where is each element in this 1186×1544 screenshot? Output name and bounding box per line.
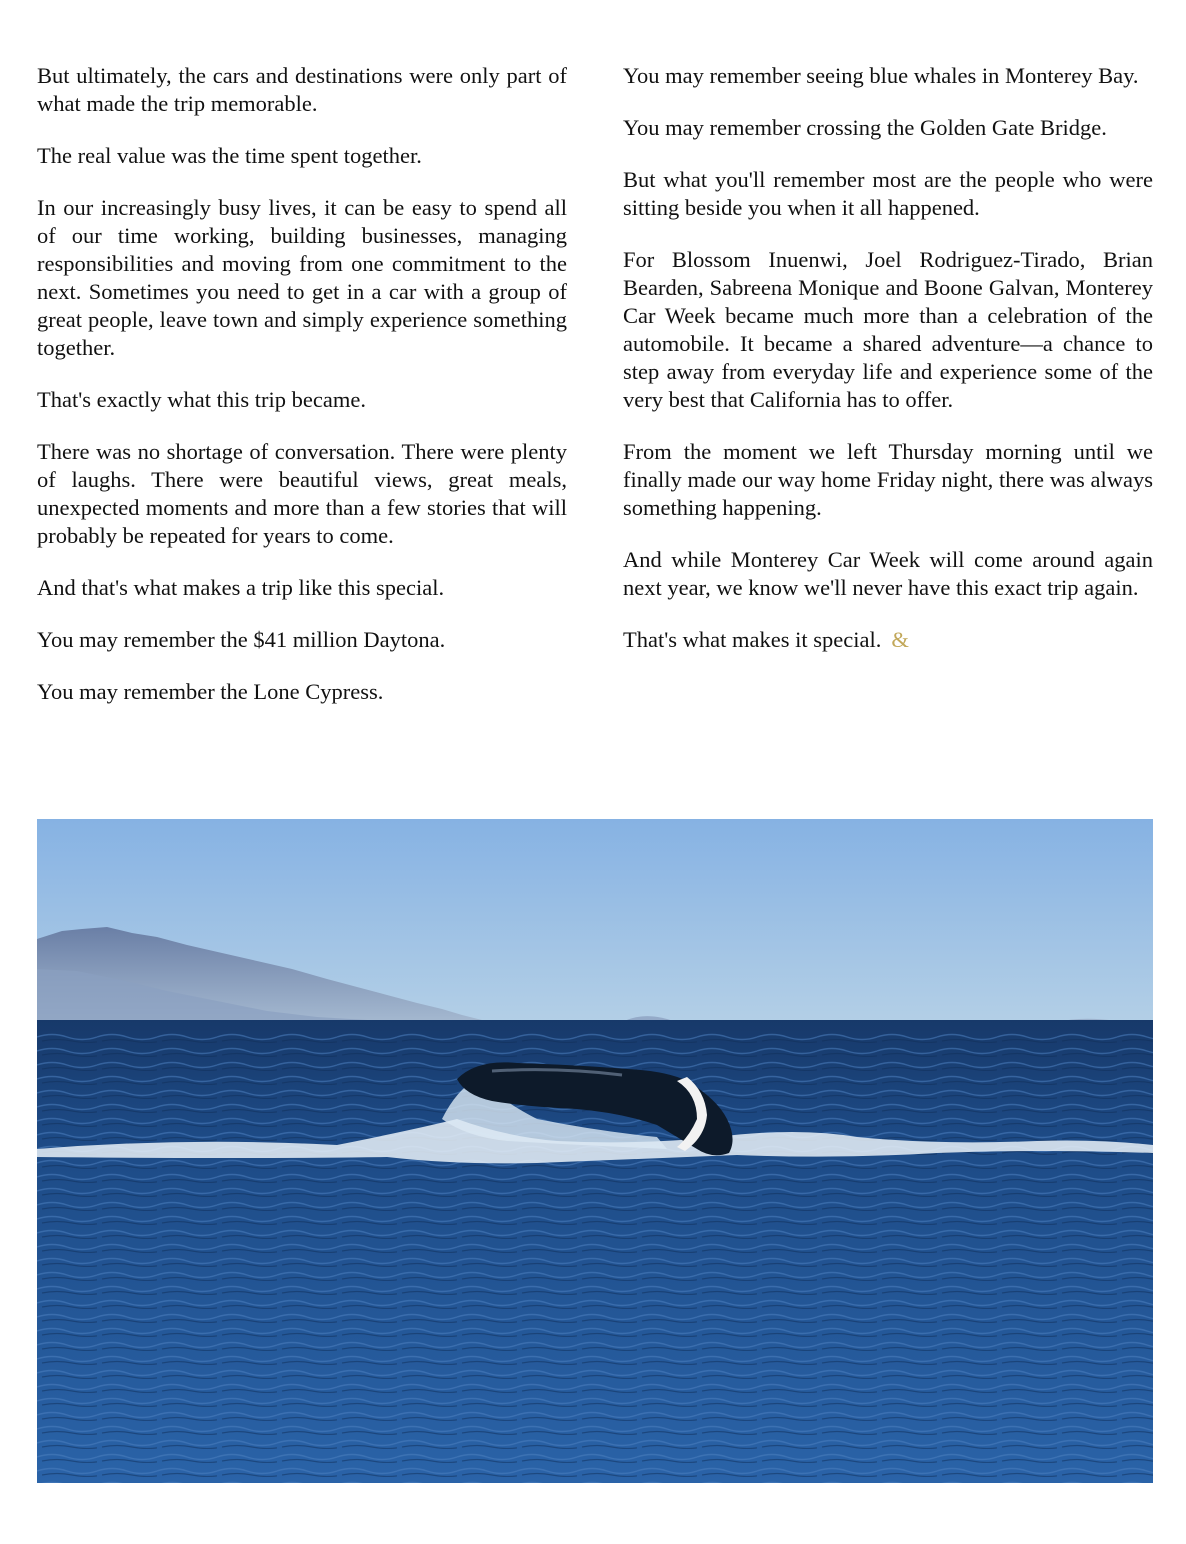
closing-paragraph [623, 626, 1153, 654]
paragraph: And while Monterey Car Week will come around again next year, we know we'll never have this exact trip again. [623, 547, 1153, 600]
left-text-column [37, 62, 567, 730]
paragraph: From the moment we left Thursday morning until we finally made our way home Friday night, there was always something happening. [623, 439, 1153, 520]
right-text-column [623, 62, 1153, 678]
paragraph: And that's what makes a trip like this special. [37, 575, 445, 600]
paragraph: That's exactly what this trip became. [37, 387, 366, 412]
paragraph: There was no shortage of conversation. There were plenty of laughs. There were beautiful views, great meals, unexpected moments and more than a few stories that will probably be repeated for years to come. [37, 439, 567, 548]
paragraph: You may remember the $41 million Daytona. [37, 627, 446, 652]
paragraph: The real value was the time spent together. [37, 143, 422, 168]
paragraph: But what you'll remember most are the people who were sitting beside you when it all happened. [623, 167, 1153, 220]
paragraph: In our increasingly busy lives, it can be easy to spend all of our time working, building businesses, managing responsibilities and moving from one commitment to the next. Sometimes you need to get in a car with a group of great people, leave town and simply experience something together. [37, 195, 567, 360]
end-mark-ampersand: & [891, 627, 909, 652]
paragraph: You may remember the Lone Cypress. [37, 679, 384, 704]
paragraph: But ultimately, the cars and destinations were only part of what made the trip memorable. [37, 63, 567, 116]
paragraph: You may remember crossing the Golden Gate Bridge. [623, 115, 1107, 140]
whale-tail-photo [37, 819, 1153, 1483]
paragraph: You may remember seeing blue whales in Monterey Bay. [623, 63, 1139, 88]
paragraph: For Blossom Inuenwi, Joel Rodriguez-Tirado, Brian Bearden, Sabreena Monique and Boone Galvan, Monterey Car Week became much more than a celebration of the automobile. It became a shared adventure—a chance to step away from everyday life and experience some of the very best that California has to offer. [623, 247, 1153, 412]
closing-text: That's what makes it special. [623, 627, 882, 652]
